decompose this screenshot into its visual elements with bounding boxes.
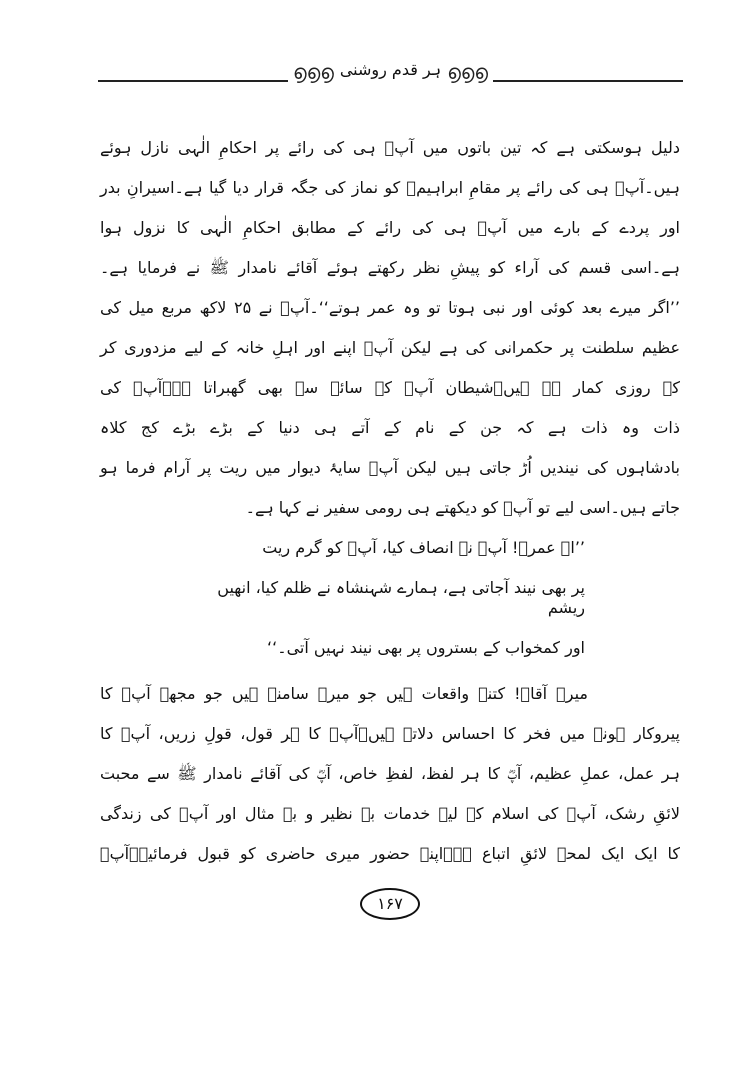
text-line: ہے۔اسی قسم کی آراء کو پیشِ نظر رکھتے ہوئے آقائے نامدار ﷺ نے فرمایا ہے۔ xyxy=(100,258,680,277)
page-body xyxy=(100,128,680,920)
page-number: ۱۶۷ xyxy=(360,888,420,920)
text-line: اور پردے کے بارے میں آپؓ ہی کی رائے کے مطابق احکامِ الٰہی کا نزول ہوا xyxy=(100,218,680,237)
text-line: لائقِ رشک، آپؓ کی اسلام کے لیے خدمات بے نظیر و بے مثال اور آپؓ کی زندگی xyxy=(100,804,680,823)
book-title: ہر قدم روشنی xyxy=(339,60,442,79)
text-line: ذات وہ ذات ہے کہ جن کے نام کے آتے ہی دنیا کے بڑے بڑے کج کلاہ xyxy=(100,418,680,437)
quote-line: ’’اے عمرؓ! آپؓ نے انصاف کیا، آپؓ کو گرم ریت xyxy=(262,538,585,557)
ornament-right-icon: ൭൭൭ xyxy=(447,60,488,84)
header-rule-right xyxy=(493,80,683,82)
ornament-left-icon: ൭൭൭ xyxy=(293,60,334,84)
running-header xyxy=(98,50,683,90)
text-line: ہر عمل، عملِ عظیم، آپؓ کا ہر لفظ، لفظِ خاص، آپؓ کی آقائے نامدار ﷺ سے محبت xyxy=(100,764,680,783)
text-line: کے روزی کمار ہے ہیں۔شیطان آپؓ کے سائے سے بھی گھبراتا ہے۔آپؓ کی xyxy=(100,378,680,397)
quote-line: اور کمخواب کے بستروں پر بھی نیند نہیں آتی۔‘‘ xyxy=(267,638,585,657)
text-line: ہیں۔آپؓ ہی کی رائے پر مقامِ ابراہیمؑ کو نماز کی جگہ قرار دیا گیا ہے۔اسیرانِ بدر xyxy=(100,178,680,197)
quote-line: پر بھی نیند آجاتی ہے، ہمارے شہنشاہ نے ظلم کیا، انھیں ریشم xyxy=(217,578,585,617)
text-line: کا ایک ایک لمحہ لائقِ اتباع ہے۔اپنے حضور میری حاضری کو قبول فرمائیے۔آپؓ xyxy=(100,844,680,863)
text-line: ’’اگر میرے بعد کوئی اور نبی ہوتا تو وہ عمر ہوتے‘‘۔آپؓ نے ۲۵ لاکھ مربع میل کی xyxy=(100,298,681,317)
text-line: جاتے ہیں۔اسی لیے تو آپؓ کو دیکھتے ہی رومی سفیر نے کہا ہے۔ xyxy=(245,498,680,517)
text-line: میرے آقاؓ! کتنے واقعات ہیں جو میرے سامنے ہیں جو مجھے آپؓ کا xyxy=(100,684,588,703)
text-line: بادشاہوں کی نیندیں اُڑ جاتی ہیں لیکن آپؓ سایۂ دیوار میں ریت پر آرام فرما ہو xyxy=(100,458,680,477)
header-rule-left xyxy=(98,80,288,82)
text-line: دلیل ہوسکتی ہے کہ تین باتوں میں آپؓ ہی کی رائے پر احکامِ الٰہی نازل ہوئے xyxy=(100,138,680,157)
text-line: عظیم سلطنت پر حکمرانی کی ہے لیکن آپؓ اپنے اور اہلِ خانہ کے لیے مزدوری کر xyxy=(100,338,680,357)
text-line: پیروکار ہونے میں فخر کا احساس دلاتے ہیں۔آپؓ کا ہر قول، قولِ زریں، آپؓ کا xyxy=(100,724,680,743)
